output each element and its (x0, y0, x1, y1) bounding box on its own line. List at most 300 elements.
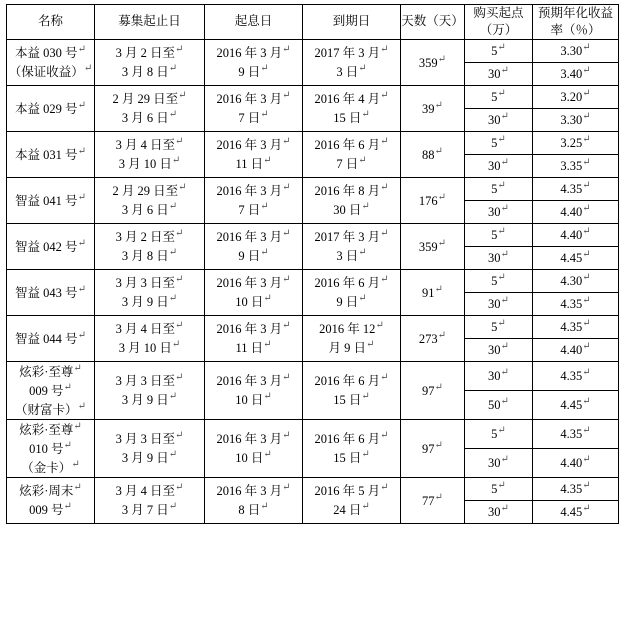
product-name-line: 009 号↵ (29, 501, 72, 518)
expected-rate-line: 4.35↵ (560, 318, 591, 335)
paragraph-mark-icon: ↵ (582, 226, 591, 238)
raise-period-line: 3 月 10 日↵ (118, 155, 181, 172)
value-date-line: 9 日↵ (238, 63, 269, 80)
paragraph-mark-icon: ↵ (77, 283, 86, 295)
paragraph-mark-icon: ↵ (500, 454, 509, 466)
paragraph-mark-icon: ↵ (168, 501, 178, 513)
cell-product-name (7, 223, 95, 269)
paragraph-mark-icon: ↵ (168, 201, 178, 213)
min-purchase-line: 5↵ (491, 88, 506, 105)
paragraph-mark-icon: ↵ (500, 157, 509, 169)
paragraph-mark-icon: ↵ (380, 372, 389, 384)
table-row (7, 477, 619, 500)
value-date-line: 9 日↵ (238, 247, 269, 264)
min-purchase-line: 30↵ (488, 367, 509, 384)
paragraph-mark-icon: ↵ (500, 367, 509, 379)
paragraph-mark-icon: ↵ (380, 482, 389, 494)
maturity-date-line: 3 日↵ (336, 63, 367, 80)
cell-value-date (205, 361, 303, 419)
cell-days (401, 269, 465, 315)
header-row (7, 5, 619, 40)
table-row (7, 315, 619, 338)
cell-expected-rate (533, 108, 619, 131)
header-cell-days (401, 5, 465, 40)
cell-expected-rate (533, 154, 619, 177)
cell-min-purchase (465, 448, 533, 477)
cell-value-date (205, 315, 303, 361)
paragraph-mark-icon: ↵ (178, 90, 187, 102)
paragraph-mark-icon: ↵ (168, 449, 178, 461)
paragraph-mark-icon: ↵ (582, 203, 591, 215)
paragraph-mark-icon: ↵ (582, 272, 591, 284)
paragraph-mark-icon: ↵ (263, 449, 272, 461)
product-name-line: 本益 030 号↵ (15, 44, 86, 61)
paragraph-mark-icon: ↵ (497, 272, 506, 284)
paragraph-mark-icon: ↵ (282, 228, 291, 240)
value-date-line: 2016 年 3 月↵ (216, 430, 291, 447)
product-name-line: 智益 044 号↵ (15, 329, 86, 346)
cell-expected-rate (533, 269, 619, 292)
paragraph-mark-icon: ↵ (434, 381, 443, 393)
cell-value-date (205, 477, 303, 523)
product-name-line: （保证收益）↵ (8, 63, 93, 80)
paragraph-mark-icon: ↵ (175, 136, 184, 148)
expected-rate-line: 4.40↵ (560, 341, 591, 358)
expected-rate-line: 4.35↵ (560, 425, 591, 442)
min-purchase-line: 30↵ (488, 65, 509, 82)
min-purchase-line: 5↵ (491, 425, 506, 442)
paragraph-mark-icon: ↵ (282, 320, 291, 332)
expected-rate-line: 4.30↵ (560, 272, 591, 289)
paragraph-mark-icon: ↵ (500, 503, 509, 515)
expected-rate-line: 4.40↵ (560, 454, 591, 471)
paragraph-mark-icon: ↵ (582, 318, 591, 330)
raise-period-line: 3 月 10 日↵ (118, 339, 181, 356)
raise-period-line: 3 月 4 日至↵ (115, 136, 184, 153)
cell-maturity-date (303, 177, 401, 223)
cell-days (401, 131, 465, 177)
paragraph-mark-icon: ↵ (77, 44, 86, 56)
expected-rate-line: 4.45↵ (560, 503, 591, 520)
expected-rate-line: 4.45↵ (560, 396, 591, 413)
paragraph-mark-icon: ↵ (380, 228, 389, 240)
cell-product-name (7, 39, 95, 85)
paragraph-mark-icon: ↵ (497, 318, 506, 330)
raise-period-line: 3 月 9 日↵ (121, 449, 178, 466)
value-date-line: 2016 年 3 月↵ (216, 90, 291, 107)
header-label-days: 天数（天） (401, 14, 464, 29)
value-date-line: 2016 年 3 月↵ (216, 320, 291, 337)
paragraph-mark-icon: ↵ (380, 136, 389, 148)
cell-expected-rate (533, 177, 619, 200)
paragraph-mark-icon: ↵ (171, 339, 181, 351)
paragraph-mark-icon: ↵ (500, 249, 509, 261)
cell-expected-rate (533, 131, 619, 154)
table-row (7, 223, 619, 246)
cell-days (401, 361, 465, 419)
cell-min-purchase (465, 131, 533, 154)
value-date-line: 2016 年 3 月↵ (216, 182, 291, 199)
paragraph-mark-icon: ↵ (63, 501, 72, 513)
header-label-raise-period: 募集起止日 (118, 14, 181, 29)
product-name-line: 009 号↵ (29, 381, 72, 398)
paragraph-mark-icon: ↵ (175, 44, 184, 56)
paragraph-mark-icon: ↵ (582, 454, 591, 466)
product-table (6, 4, 619, 524)
cell-maturity-date (303, 39, 401, 85)
expected-rate-line: 3.30↵ (560, 111, 591, 128)
paragraph-mark-icon: ↵ (282, 90, 291, 102)
paragraph-mark-icon: ↵ (73, 420, 82, 432)
paragraph-mark-icon: ↵ (582, 503, 591, 515)
paragraph-mark-icon: ↵ (77, 191, 86, 203)
cell-expected-rate (533, 200, 619, 223)
cell-expected-rate (533, 338, 619, 361)
paragraph-mark-icon: ↵ (500, 396, 509, 408)
cell-product-name (7, 85, 95, 131)
raise-period-line: 3 月 6 日↵ (121, 109, 178, 126)
paragraph-mark-icon: ↵ (175, 228, 184, 240)
cell-min-purchase (465, 108, 533, 131)
header-label-min-purchase: 购买起点（万） (473, 6, 524, 37)
paragraph-mark-icon: ↵ (500, 295, 509, 307)
paragraph-mark-icon: ↵ (361, 501, 370, 513)
cell-days (401, 39, 465, 85)
cell-expected-rate (533, 246, 619, 269)
min-purchase-line: 5↵ (491, 134, 506, 151)
cell-product-name (7, 315, 95, 361)
cell-raise-period (95, 85, 205, 131)
paragraph-mark-icon: ↵ (437, 237, 447, 249)
paragraph-mark-icon: ↵ (582, 134, 591, 146)
paragraph-mark-icon: ↵ (282, 136, 291, 148)
value-date-line: 10 日↵ (235, 293, 272, 310)
expected-rate-line: 4.35↵ (560, 480, 591, 497)
maturity-date-line: 2017 年 3 月↵ (314, 228, 389, 245)
maturity-date-line: 15 日↵ (333, 449, 370, 466)
cell-min-purchase (465, 338, 533, 361)
cell-product-name (7, 419, 95, 477)
cell-value-date (205, 269, 303, 315)
paragraph-mark-icon: ↵ (582, 157, 591, 169)
paragraph-mark-icon: ↵ (500, 111, 509, 123)
cell-value-date (205, 419, 303, 477)
maturity-date-line: 2016 年 6 月↵ (314, 136, 389, 153)
raise-period-line: 3 月 8 日↵ (121, 247, 178, 264)
cell-min-purchase (465, 200, 533, 223)
min-purchase-line: 5↵ (491, 318, 506, 335)
expected-rate-line: 4.40↵ (560, 226, 591, 243)
cell-days (401, 315, 465, 361)
table-row (7, 361, 619, 390)
cell-product-name (7, 269, 95, 315)
paragraph-mark-icon: ↵ (263, 339, 272, 351)
cell-maturity-date (303, 85, 401, 131)
cell-days (401, 223, 465, 269)
paragraph-mark-icon: ↵ (582, 88, 591, 100)
paragraph-mark-icon: ↵ (582, 65, 591, 77)
paragraph-mark-icon: ↵ (582, 367, 591, 379)
paragraph-mark-icon: ↵ (358, 247, 367, 259)
paragraph-mark-icon: ↵ (500, 341, 509, 353)
cell-maturity-date (303, 419, 401, 477)
cell-value-date (205, 177, 303, 223)
raise-period-line: 3 月 2 日至↵ (115, 44, 184, 61)
product-name-line: （财富卡）↵ (15, 400, 86, 417)
paragraph-mark-icon: ↵ (260, 247, 269, 259)
paragraph-mark-icon: ↵ (77, 237, 86, 249)
cell-expected-rate (533, 62, 619, 85)
paragraph-mark-icon: ↵ (168, 247, 178, 259)
paragraph-mark-icon: ↵ (73, 362, 82, 374)
paragraph-mark-icon: ↵ (171, 155, 181, 167)
cell-value-date (205, 131, 303, 177)
paragraph-mark-icon: ↵ (260, 109, 269, 121)
paragraph-mark-icon: ↵ (73, 482, 82, 494)
paragraph-mark-icon: ↵ (582, 396, 591, 408)
paragraph-mark-icon: ↵ (497, 134, 506, 146)
paragraph-mark-icon: ↵ (380, 274, 389, 286)
days-line: 39↵ (422, 99, 443, 116)
min-purchase-line: 5↵ (491, 226, 506, 243)
raise-period-line: 3 月 4 日至↵ (115, 482, 184, 499)
min-purchase-line: 30↵ (488, 295, 509, 312)
header-label-maturity-date: 到期日 (332, 14, 371, 29)
paragraph-mark-icon: ↵ (358, 293, 367, 305)
cell-raise-period (95, 477, 205, 523)
paragraph-mark-icon: ↵ (77, 329, 86, 341)
min-purchase-line: 30↵ (488, 341, 509, 358)
maturity-date-line: 3 日↵ (336, 247, 367, 264)
table-header (7, 5, 619, 40)
maturity-date-line: 2016 年 6 月↵ (314, 274, 389, 291)
paragraph-mark-icon: ↵ (63, 439, 72, 451)
paragraph-mark-icon: ↵ (168, 293, 178, 305)
cell-expected-rate (533, 315, 619, 338)
cell-product-name (7, 177, 95, 223)
raise-period-line: 3 月 7 日↵ (121, 501, 178, 518)
value-date-line: 2016 年 3 月↵ (216, 44, 291, 61)
paragraph-mark-icon: ↵ (282, 482, 291, 494)
paragraph-mark-icon: ↵ (434, 145, 443, 157)
paragraph-mark-icon: ↵ (178, 182, 187, 194)
paragraph-mark-icon: ↵ (168, 109, 178, 121)
maturity-date-line: 2016 年 6 月↵ (314, 372, 389, 389)
min-purchase-line: 30↵ (488, 454, 509, 471)
header-cell-name (7, 5, 95, 40)
paragraph-mark-icon: ↵ (497, 42, 506, 54)
maturity-date-line: 15 日↵ (333, 391, 370, 408)
paragraph-mark-icon: ↵ (497, 180, 506, 192)
paragraph-mark-icon: ↵ (375, 320, 384, 332)
cell-product-name (7, 477, 95, 523)
cell-min-purchase (465, 62, 533, 85)
raise-period-line: 3 月 3 日至↵ (115, 372, 184, 389)
expected-rate-line: 3.35↵ (560, 157, 591, 174)
cell-min-purchase (465, 269, 533, 292)
product-name-line: 炫彩·至尊↵ (19, 420, 82, 437)
min-purchase-line: 30↵ (488, 157, 509, 174)
cell-maturity-date (303, 269, 401, 315)
min-purchase-line: 5↵ (491, 480, 506, 497)
paragraph-mark-icon: ↵ (434, 283, 443, 295)
min-purchase-line: 30↵ (488, 503, 509, 520)
days-line: 359↵ (418, 237, 447, 254)
document-page (0, 4, 626, 626)
value-date-line: 10 日↵ (235, 449, 272, 466)
header-label-name: 名称 (37, 14, 63, 29)
paragraph-mark-icon: ↵ (497, 226, 506, 238)
paragraph-mark-icon: ↵ (437, 191, 447, 203)
days-line: 359↵ (418, 53, 447, 70)
cell-days (401, 477, 465, 523)
paragraph-mark-icon: ↵ (282, 274, 291, 286)
paragraph-mark-icon: ↵ (582, 425, 591, 437)
cell-maturity-date (303, 131, 401, 177)
cell-min-purchase (465, 477, 533, 500)
paragraph-mark-icon: ↵ (434, 491, 443, 503)
maturity-date-line: 30 日↵ (333, 201, 370, 218)
expected-rate-line: 4.35↵ (560, 367, 591, 384)
raise-period-line: 2 月 29 日至↵ (112, 90, 187, 107)
table-row (7, 419, 619, 448)
table-row (7, 39, 619, 62)
product-name-line: 炫彩·至尊↵ (19, 362, 82, 379)
maturity-date-line: 2017 年 3 月↵ (314, 44, 389, 61)
raise-period-line: 2 月 29 日至↵ (112, 182, 187, 199)
min-purchase-line: 5↵ (491, 180, 506, 197)
paragraph-mark-icon: ↵ (168, 391, 178, 403)
cell-min-purchase (465, 223, 533, 246)
paragraph-mark-icon: ↵ (260, 201, 269, 213)
paragraph-mark-icon: ↵ (582, 249, 591, 261)
paragraph-mark-icon: ↵ (175, 482, 184, 494)
cell-raise-period (95, 269, 205, 315)
paragraph-mark-icon: ↵ (582, 295, 591, 307)
cell-product-name (7, 361, 95, 419)
header-label-expected-rate: 预期年化收益率（％） (537, 6, 613, 37)
paragraph-mark-icon: ↵ (434, 439, 443, 451)
days-line: 91↵ (422, 283, 443, 300)
days-line: 273↵ (418, 329, 447, 346)
cell-days (401, 177, 465, 223)
maturity-date-line: 2016 年 6 月↵ (314, 430, 389, 447)
cell-raise-period (95, 39, 205, 85)
value-date-line: 2016 年 3 月↵ (216, 372, 291, 389)
paragraph-mark-icon: ↵ (260, 63, 269, 75)
paragraph-mark-icon: ↵ (437, 329, 447, 341)
product-name-line: 智益 042 号↵ (15, 237, 86, 254)
paragraph-mark-icon: ↵ (380, 90, 389, 102)
paragraph-mark-icon: ↵ (175, 320, 184, 332)
value-date-line: 2016 年 3 月↵ (216, 136, 291, 153)
days-line: 176↵ (418, 191, 447, 208)
cell-min-purchase (465, 315, 533, 338)
raise-period-line: 3 月 4 日至↵ (115, 320, 184, 337)
header-label-value-date: 起息日 (234, 14, 273, 29)
cell-min-purchase (465, 390, 533, 419)
table-row (7, 177, 619, 200)
cell-expected-rate (533, 500, 619, 523)
paragraph-mark-icon: ↵ (497, 480, 506, 492)
paragraph-mark-icon: ↵ (582, 341, 591, 353)
table-row (7, 131, 619, 154)
paragraph-mark-icon: ↵ (282, 44, 291, 56)
min-purchase-line: 5↵ (491, 42, 506, 59)
paragraph-mark-icon: ↵ (500, 65, 509, 77)
cell-raise-period (95, 131, 205, 177)
paragraph-mark-icon: ↵ (497, 425, 506, 437)
header-cell-maturity-date (303, 5, 401, 40)
product-name-line: （金卡）↵ (21, 458, 80, 476)
paragraph-mark-icon: ↵ (77, 400, 86, 412)
paragraph-mark-icon: ↵ (582, 42, 591, 54)
value-date-line: 2016 年 3 月↵ (216, 482, 291, 499)
expected-rate-line: 3.30↵ (560, 42, 591, 59)
cell-min-purchase (465, 500, 533, 523)
cell-raise-period (95, 419, 205, 477)
header-cell-expected-rate (533, 5, 619, 40)
maturity-date-line: 7 日↵ (336, 155, 367, 172)
paragraph-mark-icon: ↵ (282, 182, 291, 194)
days-line: 88↵ (422, 145, 443, 162)
cell-days (401, 85, 465, 131)
cell-expected-rate (533, 85, 619, 108)
cell-expected-rate (533, 361, 619, 390)
paragraph-mark-icon: ↵ (358, 155, 367, 167)
value-date-line: 10 日↵ (235, 391, 272, 408)
paragraph-mark-icon: ↵ (175, 274, 184, 286)
cell-raise-period (95, 177, 205, 223)
paragraph-mark-icon: ↵ (260, 501, 269, 513)
raise-period-line: 3 月 2 日至↵ (115, 228, 184, 245)
paragraph-mark-icon: ↵ (175, 430, 184, 442)
days-line: 77↵ (422, 491, 443, 509)
value-date-line: 11 日↵ (235, 155, 272, 172)
days-line: 97↵ (422, 439, 443, 457)
cell-product-name (7, 131, 95, 177)
cell-expected-rate (533, 419, 619, 448)
paragraph-mark-icon: ↵ (582, 180, 591, 192)
cell-min-purchase (465, 154, 533, 177)
raise-period-line: 3 月 3 日至↵ (115, 274, 184, 291)
paragraph-mark-icon: ↵ (361, 449, 370, 461)
paragraph-mark-icon: ↵ (437, 53, 447, 65)
raise-period-line: 3 月 3 日至↵ (115, 430, 184, 447)
cell-expected-rate (533, 223, 619, 246)
product-name-line: 炫彩·周末↵ (19, 482, 82, 499)
paragraph-mark-icon: ↵ (71, 458, 80, 470)
raise-period-line: 3 月 6 日↵ (121, 201, 178, 218)
expected-rate-line: 4.40↵ (560, 203, 591, 220)
value-date-line: 2016 年 3 月↵ (216, 228, 291, 245)
paragraph-mark-icon: ↵ (263, 293, 272, 305)
expected-rate-line: 4.35↵ (560, 180, 591, 197)
min-purchase-line: 5↵ (491, 272, 506, 289)
paragraph-mark-icon: ↵ (83, 63, 93, 75)
header-cell-min-purchase (465, 5, 533, 40)
cell-min-purchase (465, 39, 533, 62)
cell-maturity-date (303, 315, 401, 361)
cell-maturity-date (303, 361, 401, 419)
raise-period-line: 3 月 8 日↵ (121, 63, 178, 80)
paragraph-mark-icon: ↵ (63, 381, 72, 393)
product-name-line: 010 号↵ (29, 439, 72, 457)
table-body (7, 39, 619, 523)
cell-expected-rate (533, 39, 619, 62)
paragraph-mark-icon: ↵ (282, 430, 291, 442)
days-line: 97↵ (422, 381, 443, 398)
